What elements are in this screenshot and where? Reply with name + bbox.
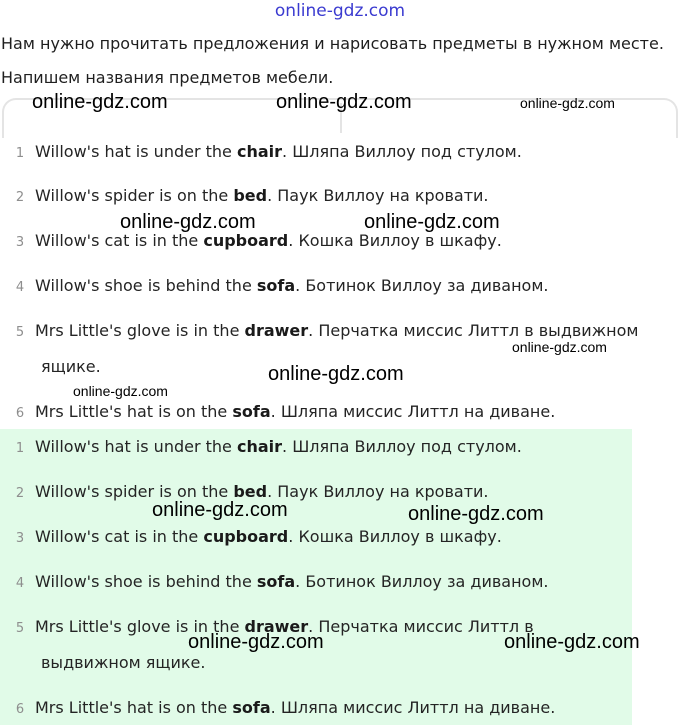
furniture-word: sofa (256, 572, 296, 591)
item-number: 4 (15, 576, 25, 591)
watermark: online-gdz.com (364, 211, 500, 233)
list-item (0, 481, 680, 505)
watermark: online-gdz.com (520, 95, 615, 111)
list-item (0, 401, 680, 425)
item-number: 5 (15, 621, 25, 636)
list-item (0, 230, 680, 254)
item-number: 5 (15, 325, 25, 340)
watermark: online-gdz.com (73, 383, 168, 399)
list-item (0, 185, 680, 209)
item-text-continuation: ящике. (41, 357, 101, 376)
item-number: 1 (15, 441, 25, 456)
furniture-word: cupboard (203, 527, 289, 546)
furniture-word: chair (236, 142, 283, 161)
furniture-word: cupboard (203, 231, 289, 250)
item-number: 1 (15, 146, 25, 161)
furniture-word: chair (236, 437, 283, 456)
watermark: online-gdz.com (152, 499, 288, 521)
watermark: online-gdz.com (276, 91, 412, 113)
item-text: Mrs Little's hat is on the sofa. Шляпа миссис Литтл на диване. (35, 698, 556, 717)
watermark: online-gdz.com (504, 631, 640, 653)
list-item (0, 436, 680, 460)
item-text: Mrs Little's glove is in the drawer. Перчатка миссис Литтл в выдвижном (35, 321, 639, 340)
furniture-word: drawer (244, 321, 309, 340)
furniture-word: sofa (232, 402, 271, 421)
furniture-word: bed (233, 482, 268, 501)
watermark: online-gdz.com (120, 211, 256, 233)
watermark: online-gdz.com (188, 631, 324, 653)
item-text: Willow's hat is under the chair. Шляпа Виллоу под стулом. (35, 142, 522, 161)
item-text: Mrs Little's glove is in the drawer. Перчатка миссис Литтл в (35, 617, 534, 636)
item-number: 4 (15, 280, 25, 295)
item-text: Willow's shoe is behind the sofa. Ботинок Виллоу за диваном. (35, 572, 549, 591)
item-text: Willow's cat is in the cupboard. Кошка Виллоу в шкафу. (35, 527, 502, 546)
furniture-word: bed (233, 186, 268, 205)
intro-line-1: Нам нужно прочитать предложения и нарисовать предметы в нужном месте. (1, 34, 664, 53)
watermark: online-gdz.com (408, 503, 544, 525)
item-number: 6 (15, 702, 25, 717)
watermark: online-gdz.com (512, 339, 607, 355)
list-item (0, 141, 680, 165)
item-text: Mrs Little's hat is on the sofa. Шляпа миссис Литтл на диване. (35, 402, 556, 421)
furniture-word: sofa (256, 276, 296, 295)
intro-line-2: Напишем названия предметов мебели. (1, 68, 334, 87)
item-text-continuation: выдвижном ящике. (41, 653, 206, 672)
item-text: Willow's cat is in the cupboard. Кошка Виллоу в шкафу. (35, 231, 502, 250)
list-item (0, 571, 680, 595)
list-item (0, 526, 680, 550)
furniture-word: sofa (232, 698, 271, 717)
item-text: Willow's hat is under the chair. Шляпа Виллоу под стулом. (35, 437, 522, 456)
list-item (0, 275, 680, 299)
item-text: Willow's spider is on the bed. Паук Виллоу на кровати. (35, 482, 489, 501)
top-watermark: online-gdz.com (274, 1, 406, 21)
item-number: 2 (15, 486, 25, 501)
list-item (0, 697, 680, 721)
item-number: 6 (15, 406, 25, 421)
furniture-word: drawer (244, 617, 309, 636)
item-number: 3 (15, 531, 25, 546)
item-number: 2 (15, 190, 25, 205)
watermark: online-gdz.com (32, 91, 168, 113)
item-number: 3 (15, 235, 25, 250)
item-text: Willow's spider is on the bed. Паук Виллоу на кровати. (35, 186, 489, 205)
item-text: Willow's shoe is behind the sofa. Ботинок Виллоу за диваном. (35, 276, 549, 295)
watermark: online-gdz.com (268, 363, 404, 385)
